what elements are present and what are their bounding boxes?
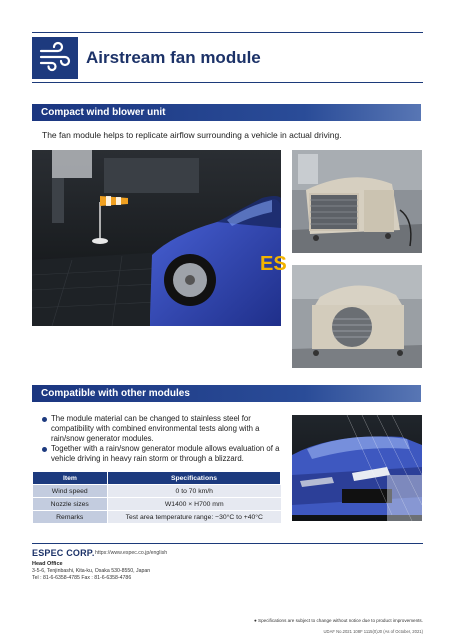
document-code: UDAF No.2021 108F 1115(0)J0 (As of October, 2021) — [323, 629, 423, 634]
bullet-dot-icon — [42, 447, 47, 452]
footer-rule — [32, 543, 423, 544]
top-rule — [32, 32, 423, 33]
row-value-cell: Test area temperature range: −30°C to +40°C — [108, 511, 281, 524]
car-badge-text: ES — [260, 253, 287, 275]
photo-fan-module-front — [292, 150, 422, 253]
feature-list — [42, 414, 282, 464]
wind-icon — [32, 37, 78, 79]
column-header-specifications: Specifications — [108, 472, 281, 485]
head-office-label: Head Office — [32, 561, 63, 567]
title-rule — [32, 82, 423, 83]
section-heading-compatible-modules: Compatible with other modules — [32, 385, 421, 402]
column-header-item: Item — [33, 472, 108, 485]
row-item-cell: Nozzle sizes — [33, 498, 108, 511]
specification-disclaimer: ● Specifications are subject to change without notice due to product improvements. — [253, 618, 423, 623]
photo-vehicle-in-rain — [292, 415, 422, 521]
table-row — [33, 511, 281, 524]
row-value-cell: W1400 × H700 mm — [108, 498, 281, 511]
photo-vehicle-in-chamber — [32, 150, 287, 326]
specifications-table — [32, 471, 281, 524]
row-item-cell: Wind speed — [33, 485, 108, 498]
table-header-row — [33, 472, 281, 485]
row-value-cell: 0 to 70 km/h — [108, 485, 281, 498]
page-title: Airstream fan module — [86, 48, 261, 67]
list-item: Together with a rain/snow generator module allows evaluation of a vehicle driving in heavy rain storm or through a blizzard. — [42, 444, 282, 464]
table-row — [33, 498, 281, 511]
photo-fan-module-side — [292, 265, 422, 368]
list-item: The module material can be changed to stainless steel for compatibility with combined environmental tests along with a rain/snow generator modules. — [42, 414, 282, 444]
head-office-address: 3-5-6, Tenjinbashi, Kita-ku, Osaka 530-8550, Japan — [32, 568, 151, 574]
section-heading-compact-wind-blower: Compact wind blower unit — [32, 104, 421, 121]
row-item-cell: Remarks — [33, 511, 108, 524]
section-intro-text: The fan module helps to replicate airflow surrounding a vehicle in actual driving. — [42, 130, 342, 140]
company-website-link[interactable]: https://www.espec.co.jp/english — [95, 550, 168, 556]
bullet-dot-icon — [42, 417, 47, 422]
head-office-phone: Tel : 81-6-6358-4785 Fax : 81-6-6358-4786 — [32, 575, 132, 581]
table-row — [33, 485, 281, 498]
company-name: ESPEC CORP. — [32, 548, 95, 558]
